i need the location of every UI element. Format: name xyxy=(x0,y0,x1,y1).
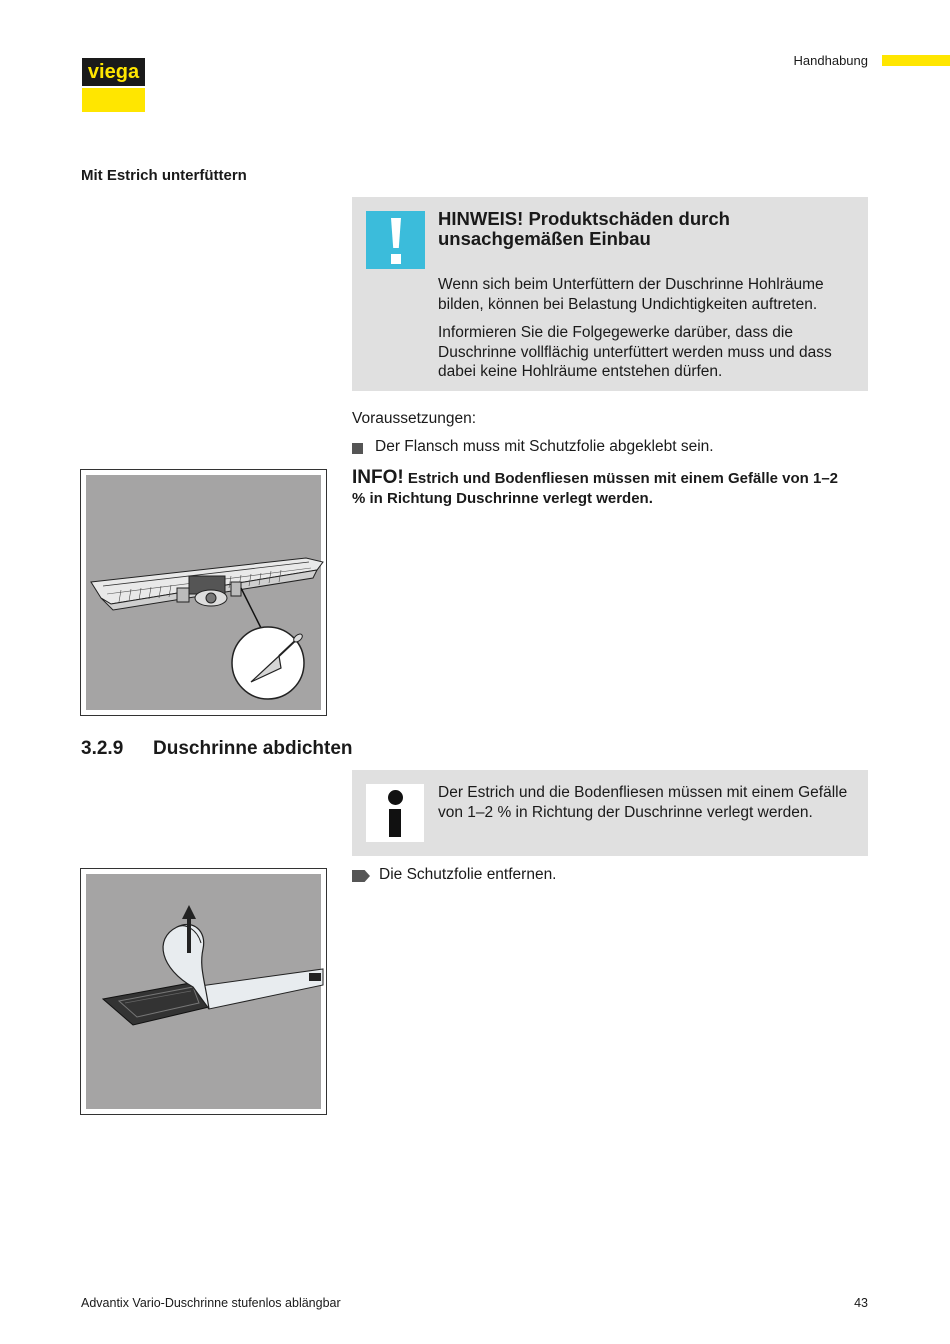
viega-logo xyxy=(82,58,145,112)
remove-foil-illustration xyxy=(81,869,328,1116)
header-section-title: Handhabung xyxy=(793,53,868,68)
section-heading: Mit Estrich unterfüttern xyxy=(81,167,247,184)
prerequisites-label: Voraussetzungen: xyxy=(352,410,477,427)
prerequisite-text: Der Flansch muss mit Schutzfolie abgeklebt sein. xyxy=(375,438,714,455)
notice-paragraph: Wenn sich beim Unterfüttern der Duschrinne Hohlräume bilden, können bei Belastung Undichtigkeiten auftreten. xyxy=(438,276,824,313)
info-box xyxy=(352,770,868,856)
info-inline-note xyxy=(352,468,852,509)
info-icon xyxy=(366,784,424,842)
info-prefix: INFO! xyxy=(352,467,404,488)
logo-wordmark: viega xyxy=(82,58,145,86)
figure-drain-trowel xyxy=(80,469,327,716)
action-text: Die Schutzfolie entfernen. xyxy=(379,866,557,883)
logo-yellow-block xyxy=(82,88,145,112)
subsection-number: 3.2.9 xyxy=(81,738,124,759)
info-inline-text: Estrich und Bodenfliesen müssen mit einem Gefälle von 1–2 % in Richtung Duschrinne verlegt werden. xyxy=(352,470,839,507)
arrow-right-icon xyxy=(352,870,370,882)
bullet-square-icon xyxy=(352,443,363,454)
exclamation-icon xyxy=(366,211,425,269)
notice-title: HINWEIS! Produktschäden durch unsachgemäßen Einbau xyxy=(438,208,730,249)
figure-remove-foil xyxy=(80,868,327,1115)
footer-page-number: 43 xyxy=(854,1296,868,1310)
subsection-title: Duschrinne abdichten xyxy=(153,738,353,759)
header-accent-bar xyxy=(882,55,950,66)
info-box-text: Der Estrich und die Bodenfliesen müssen mit einem Gefälle von 1–2 % in Richtung der Duschrinne verlegt werden. xyxy=(438,784,848,821)
notice-box xyxy=(352,197,868,391)
notice-paragraph: Informieren Sie die Folgegewerke darüber, dass die Duschrinne vollflächig unterfüttert werden muss und dass dabei keine Hohlräume entstehen dürfen. xyxy=(438,324,832,380)
footer-document-title: Advantix Vario-Duschrinne stufenlos ablängbar xyxy=(81,1296,341,1310)
drain-trowel-illustration xyxy=(81,470,328,717)
